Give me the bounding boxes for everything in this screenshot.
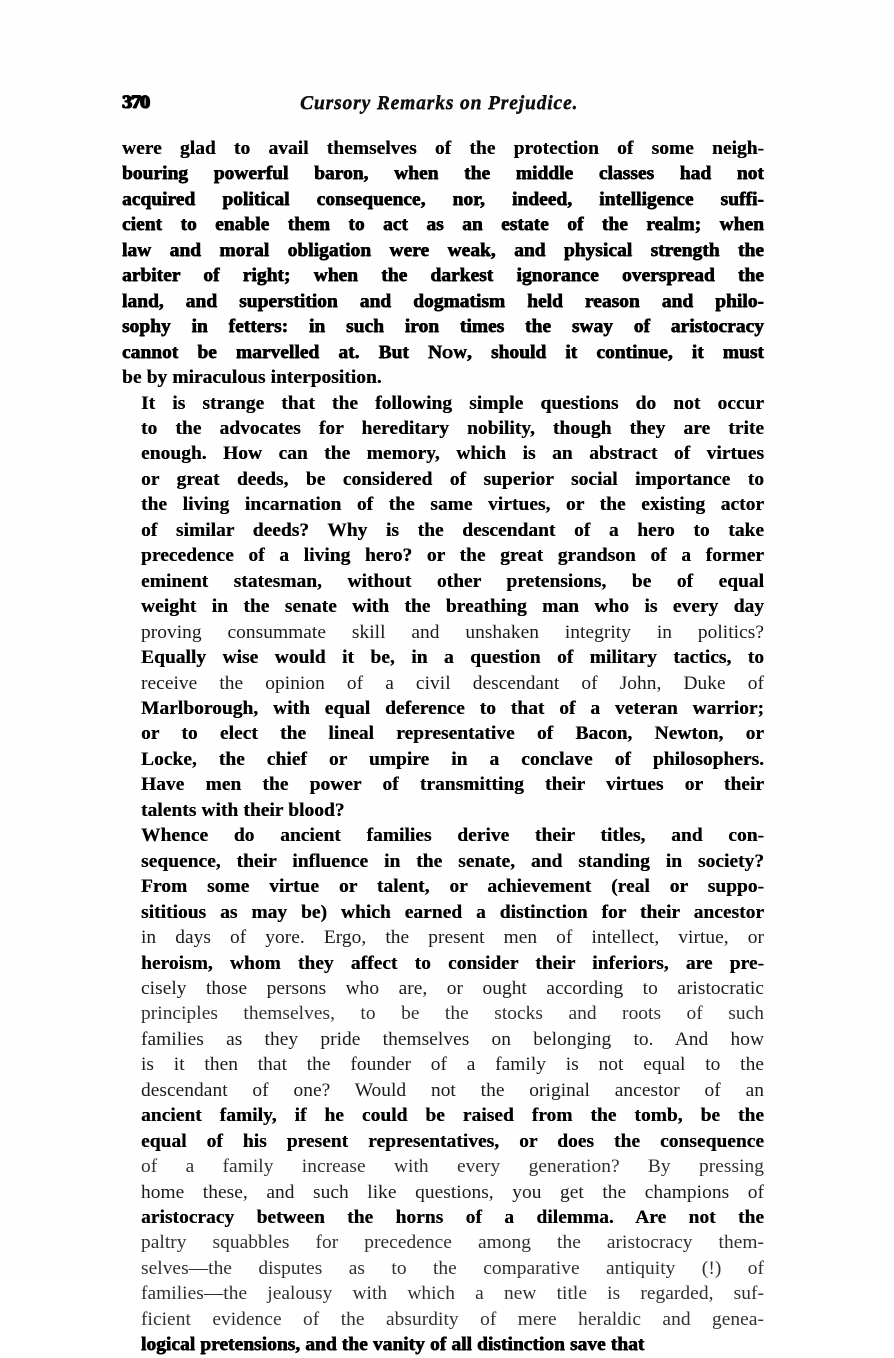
text-line: paltry squabbles for precedence among the aristocracy them- bbox=[141, 1232, 764, 1254]
text-line: ficient evidence of the absurdity of mere heraldic and genea- bbox=[141, 1308, 764, 1330]
text-line: arbiter of right; when the darkest ignorance overspread the bbox=[122, 265, 764, 287]
text-line: home these, and such like questions, you get the champions of bbox=[141, 1181, 764, 1203]
text-line: weight in the senate with the breathing man who is every day bbox=[141, 596, 764, 618]
text-line: logical pretensions, and the vanity of all distinction save that bbox=[141, 1334, 645, 1356]
text-line: land, and superstition and dogmatism held reason and philo- bbox=[122, 290, 764, 312]
running-title: Cursory Remarks on Prejudice. bbox=[300, 93, 579, 114]
text-line: or to elect the lineal representative of Bacon, Newton, or bbox=[141, 723, 764, 745]
text-line: or great deeds, be considered of superior social importance to bbox=[141, 468, 764, 490]
text-line: receive the opinion of a civil descendant of John, Duke of bbox=[141, 672, 764, 694]
text-line: Locke, the chief or umpire in a conclave of philosophers. bbox=[141, 748, 764, 770]
text-line: to the advocates for hereditary nobility, though they are trite bbox=[141, 417, 764, 439]
text-line: sititious as may be) which earned a distinction for their ancestor bbox=[141, 901, 764, 923]
text-line: were glad to avail themselves of the protection of some neigh- bbox=[122, 138, 764, 159]
text-line: cisely those persons who are, or ought according to aristocratic bbox=[141, 977, 764, 999]
text-line: Whence do ancient families derive their titles, and con- bbox=[141, 825, 764, 847]
text-line: From some virtue or talent, or achievement (real or suppo- bbox=[141, 876, 764, 898]
text-line: precedence of a living hero? or the great grandson of a former bbox=[141, 545, 764, 567]
text-line: the living incarnation of the same virtues, or the existing actor bbox=[141, 494, 764, 516]
page-number: 370 bbox=[122, 92, 150, 113]
small-caps-word: Now bbox=[428, 341, 468, 363]
text-line: selves—the disputes as to the comparative antiquity (!) of bbox=[141, 1257, 764, 1279]
text-line: acquired political consequence, nor, indeed, intelligence suffi- bbox=[122, 188, 764, 210]
text-line: It is strange that the following simple questions do not occur bbox=[141, 392, 764, 414]
text-line: descendant of one? Would not the original ancestor of an bbox=[141, 1079, 764, 1101]
paragraph bbox=[122, 391, 764, 824]
text-line: of a family increase with every generation? By pressing bbox=[141, 1156, 764, 1178]
text-line: families—the jealousy with which a new title is regarded, suf- bbox=[141, 1283, 764, 1305]
running-head bbox=[122, 92, 763, 118]
text-line: enough. How can the memory, which is an abstract of virtues bbox=[141, 443, 764, 465]
text-line: heroism, whom they affect to consider their inferiors, are pre- bbox=[141, 952, 764, 974]
text-line: be by miraculous interposition. bbox=[122, 367, 382, 389]
text-line: law and moral obligation were weak, and physical strength the bbox=[122, 239, 764, 261]
text-line: proving consummate skill and unshaken integrity in politics? bbox=[141, 621, 764, 643]
text-line: eminent statesman, without other pretensions, be of equal bbox=[141, 570, 764, 592]
text-line: of similar deeds? Why is the descendant of a hero to take bbox=[141, 519, 764, 541]
text-line: cient to enable them to act as an estate of the realm; when bbox=[122, 214, 764, 236]
paragraph bbox=[122, 136, 764, 391]
text-line: equal of his present representatives, or does the consequence bbox=[141, 1130, 764, 1152]
text-line: sequence, their influence in the senate, and standing in society? bbox=[141, 850, 764, 872]
text-line: aristocracy between the horns of a dilemma. Are not the bbox=[141, 1207, 764, 1229]
text-block bbox=[122, 136, 764, 1358]
text-line: is it then that the founder of a family is not equal to the bbox=[141, 1054, 764, 1076]
text-line: cannot be marvelled at. But Now, should it continue, it must bbox=[122, 341, 764, 363]
text-line: in days of yore. Ergo, the present men of intellect, virtue, or bbox=[141, 927, 764, 949]
text-line: Marlborough, with equal deference to that of a veteran warrior; bbox=[141, 697, 764, 719]
text-line: sophy in fetters: in such iron times the sway of aristocracy bbox=[122, 316, 764, 338]
text-line: Equally wise would it be, in a question of military tactics, to bbox=[141, 647, 764, 669]
text-line: principles themselves, to be the stocks and roots of such bbox=[141, 1003, 764, 1025]
paragraph bbox=[122, 823, 764, 1358]
text-line: talents with their blood? bbox=[141, 799, 345, 821]
text-line: ancient family, if he could be raised from the tomb, be the bbox=[141, 1105, 764, 1127]
text-line: families as they pride themselves on belonging to. And how bbox=[141, 1028, 764, 1050]
text-line: bouring powerful baron, when the middle classes had not bbox=[122, 163, 764, 185]
text-line: Have men the power of transmitting their virtues or their bbox=[141, 774, 764, 796]
